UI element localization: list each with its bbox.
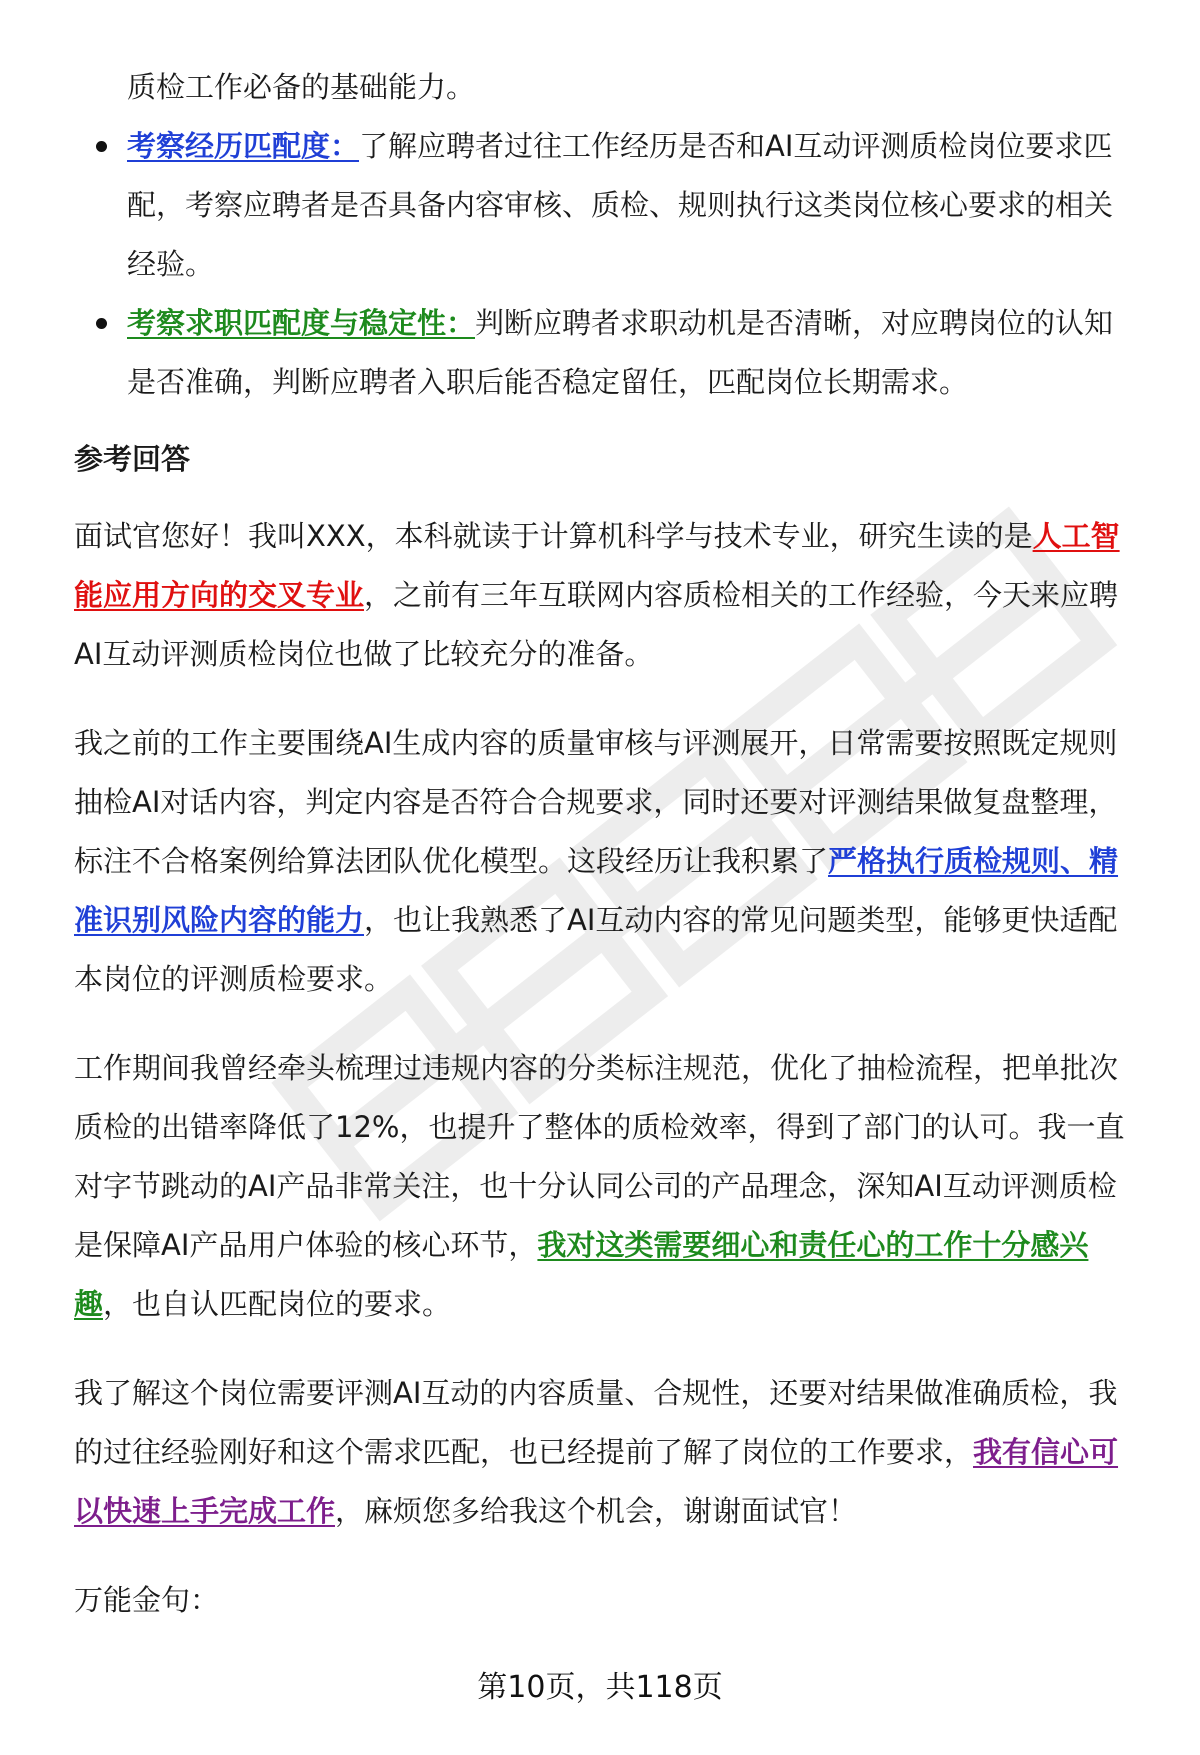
criteria-text: 判断应聘者求职动机是否清晰，对应聘岗位的认知 bbox=[475, 306, 1114, 340]
page-number: 第10页，共118页 bbox=[477, 1670, 723, 1705]
paragraph-text: 工作期间我曾经牵头梳理过违规内容的分类标注规范，优化了抽检流程，把单批次 bbox=[74, 1051, 1119, 1085]
answer-paragraph-2 bbox=[74, 714, 1144, 1009]
highlight-text: 准识别风险内容的能力 bbox=[74, 903, 365, 937]
paragraph-text: 面试官您好！我叫XXX，本科就读于计算机科学与技术专业，研究生读的是 bbox=[74, 519, 1033, 553]
highlight-text: 严格执行质检规则、精 bbox=[828, 844, 1119, 878]
paragraph-text: 标注不合格案例给算法团队优化模型。这段经历让我积累了 bbox=[74, 844, 829, 878]
answer-paragraph-1 bbox=[74, 507, 1144, 684]
highlight-text: 我有信心可 bbox=[973, 1435, 1119, 1469]
criteria-text: 经验。 bbox=[127, 247, 215, 281]
bullet-dot-icon bbox=[96, 141, 107, 152]
paragraph-text: 是保障AI产品用户体验的核心环节， bbox=[74, 1228, 538, 1262]
highlight-text: 我对这类需要细心和责任心的工作十分感兴 bbox=[537, 1228, 1089, 1262]
criteria-label-experience: 考察经历匹配度： bbox=[127, 129, 360, 163]
criteria-text: 是否准确，判断应聘者入职后能否稳定留任，匹配岗位长期需求。 bbox=[127, 365, 969, 399]
highlight-text: 人工智 bbox=[1032, 519, 1120, 553]
highlight-text: 以快速上手完成工作 bbox=[74, 1494, 336, 1528]
criteria-item-stability bbox=[74, 294, 1144, 412]
highlight-text: 能应用方向的交叉专业 bbox=[74, 578, 365, 612]
paragraph-text: ，之前有三年互联网内容质检相关的工作经验，今天来应聘 bbox=[364, 578, 1119, 612]
paragraph-text: ，也自认匹配岗位的要求。 bbox=[103, 1287, 452, 1321]
answer-paragraph-4 bbox=[74, 1364, 1144, 1541]
paragraph-text: 质检的出错率降低了12%，也提升了整体的质检效率，得到了部门的认可。我一直 bbox=[74, 1110, 1125, 1144]
paragraph-text: 我之前的工作主要围绕AI生成内容的质量审核与评测展开，日常需要按照既定规则 bbox=[74, 726, 1118, 760]
answer-paragraph-3 bbox=[74, 1039, 1144, 1334]
highlight-text: 趣 bbox=[74, 1287, 104, 1321]
paragraph-text: 的过往经验刚好和这个需求匹配，也已经提前了解了岗位的工作要求， bbox=[74, 1435, 974, 1469]
paragraph-text: 抽检AI对话内容，判定内容是否符合合规要求，同时还要对评测结果做复盘整理， bbox=[74, 785, 1118, 819]
criteria-text: 了解应聘者过往工作经历是否和AI互动评测质检岗位要求匹 bbox=[359, 129, 1113, 163]
bullet-dot-icon bbox=[96, 318, 107, 329]
paragraph-text: 对字节跳动的AI产品非常关注，也十分认同公司的产品理念，深知AI互动评测质检 bbox=[74, 1169, 1117, 1203]
paragraph-text: ，也让我熟悉了AI互动内容的常见问题类型，能够更快适配 bbox=[364, 903, 1118, 937]
paragraph-text: AI互动评测质检岗位也做了比较充分的准备。 bbox=[74, 637, 654, 671]
criteria-item-experience bbox=[74, 117, 1144, 294]
paragraph-text: 本岗位的评测质检要求。 bbox=[74, 962, 394, 996]
paragraph-text: ，麻烦您多给我这个机会，谢谢面试官！ bbox=[335, 1494, 858, 1528]
criteria-label-stability: 考察求职匹配度与稳定性： bbox=[127, 306, 476, 340]
closing-label: 万能金句： bbox=[74, 1583, 220, 1617]
criteria-intro-tail: 质检工作必备的基础能力。 bbox=[127, 70, 476, 104]
section-heading: 参考回答 bbox=[74, 442, 191, 476]
criteria-text: 配，考察应聘者是否具备内容审核、质检、规则执行这类岗位核心要求的相关 bbox=[127, 188, 1114, 222]
paragraph-text: 我了解这个岗位需要评测AI互动的内容质量、合规性，还要对结果做准确质检，我 bbox=[74, 1376, 1118, 1410]
document-body bbox=[74, 58, 1144, 1630]
